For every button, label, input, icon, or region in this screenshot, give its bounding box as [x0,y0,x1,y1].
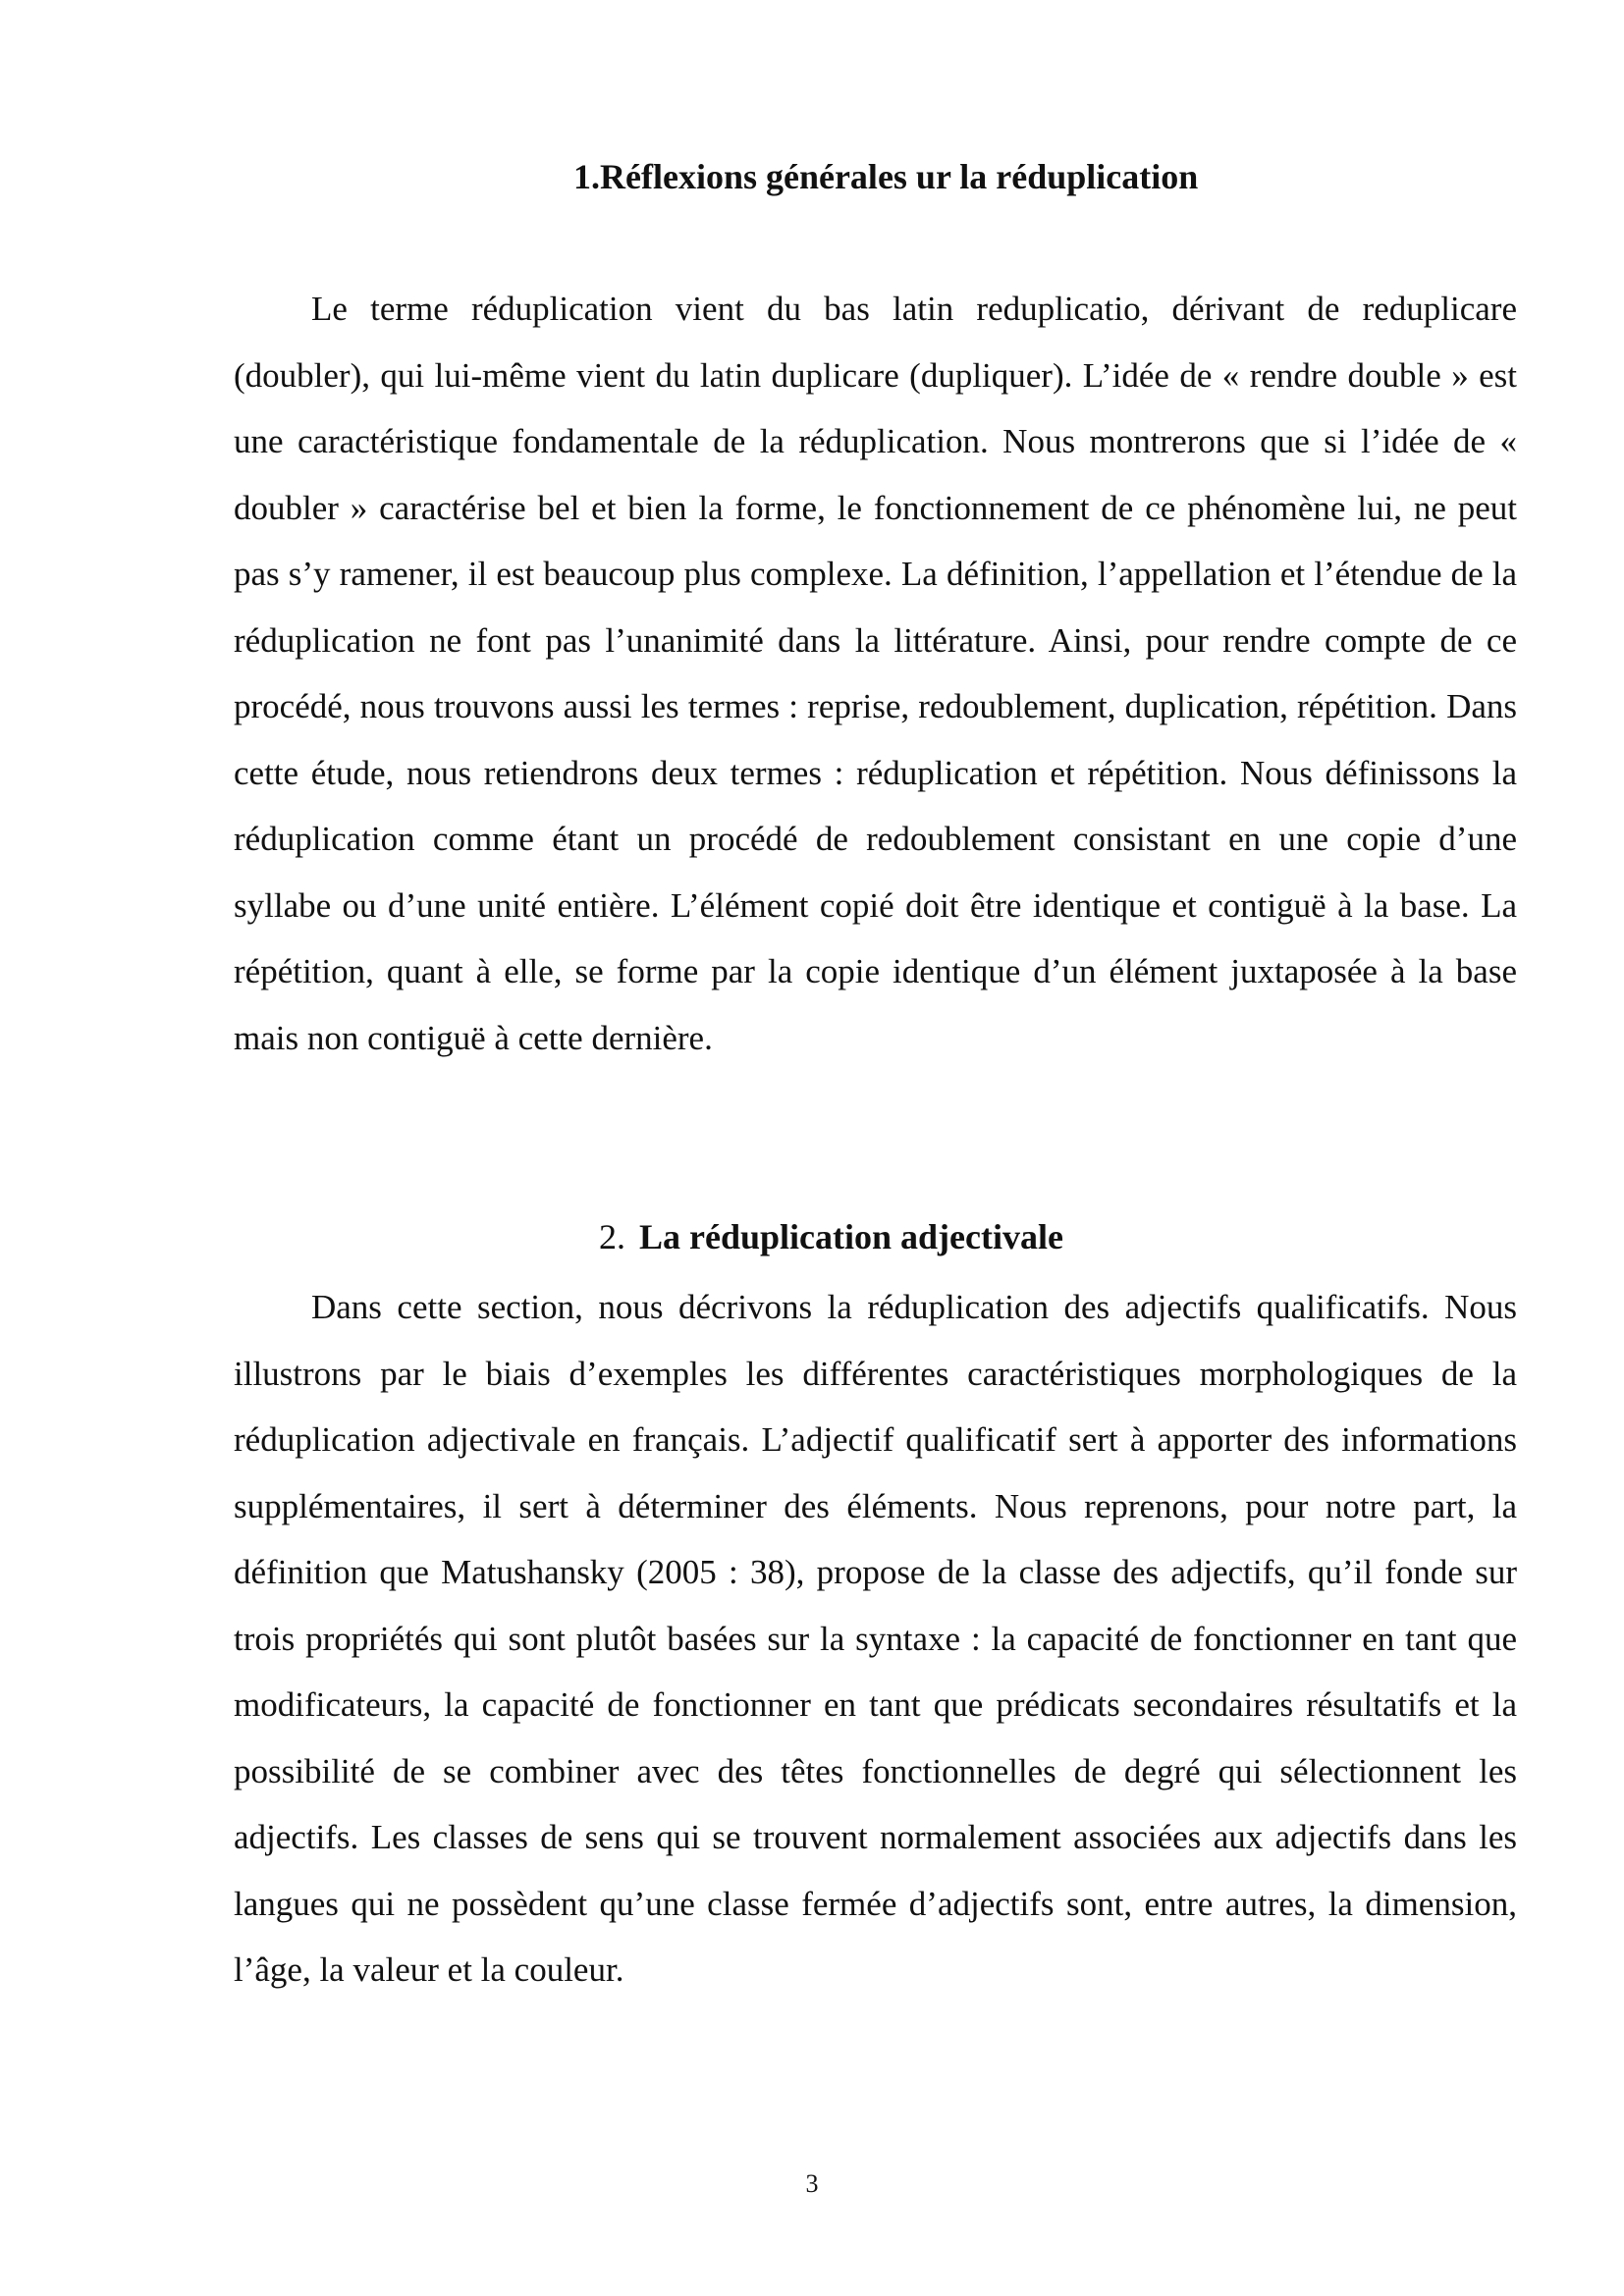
section-2-paragraph: Dans cette section, nous décrivons la réduplication des adjectifs qualificatifs. Nous illustrons par le biais d’exemples les différentes caractéristiques morphologiques de la réduplication adjectivale en français. L’adjectif qualificatif sert à apporter des informations supplémentaires, il sert à déterminer des éléments. Nous reprenons, pour notre part, la définition que Matushansky (2005 : 38), propose de la classe des adjectifs, qu’il fonde sur trois propriétés qui sont plutôt basées sur la syntaxe : la capacité de fonctionner en tant que modificateurs, la capacité de fonctionner en tant que prédicats secondaires résultatifs et la possibilité de se combiner avec des têtes fonctionnelles de degré qui sélectionnent les adjectifs. Les classes de sens qui se trouvent normalement associées aux adjectifs dans les langues qui ne possèdent qu’une classe fermée d’adjectifs sont, entre autres, la dimension, l’âge, la valeur et la couleur. [234,1288,1517,1989]
section-1-paragraph: Le terme réduplication vient du bas latin reduplicatio, dérivant de reduplicare (doubler), qui lui-même vient du latin duplicare (dupliquer). L’idée de « rendre double » est une caractéristique fondamentale de la réduplication. Nous montrerons que si l’idée de « doubler » caractérise bel et bien la forme, le fonctionnement de ce phénomène lui, ne peut pas s’y ramener, il est beaucoup plus complexe. La définition, l’appellation et l’étendue de la réduplication ne font pas l’unanimité dans la littérature. Ainsi, pour rendre compte de ce procédé, nous trouvons aussi les termes : reprise, redoublement, duplication, répétition. Dans cette étude, nous retiendrons deux termes : réduplication et répétition. Nous définissons la réduplication comme étant un procédé de redoublement consistant en une copie d’une syllabe ou d’une unité entière. L’élément copié doit être identique et contiguë à la base. La répétition, quant à elle, se forme par la copie identique d’un élément juxtaposée à la base mais non contiguë à cette dernière. [234,290,1517,1057]
page-number: 3 [805,2169,819,2198]
section-2-title: La réduplication adjectivale [639,1217,1063,1256]
section-2-number: 2. [599,1217,625,1256]
section-1-heading: 1.Réflexions générales ur la réduplication [573,157,1199,196]
section-2-heading [599,1217,1063,1256]
